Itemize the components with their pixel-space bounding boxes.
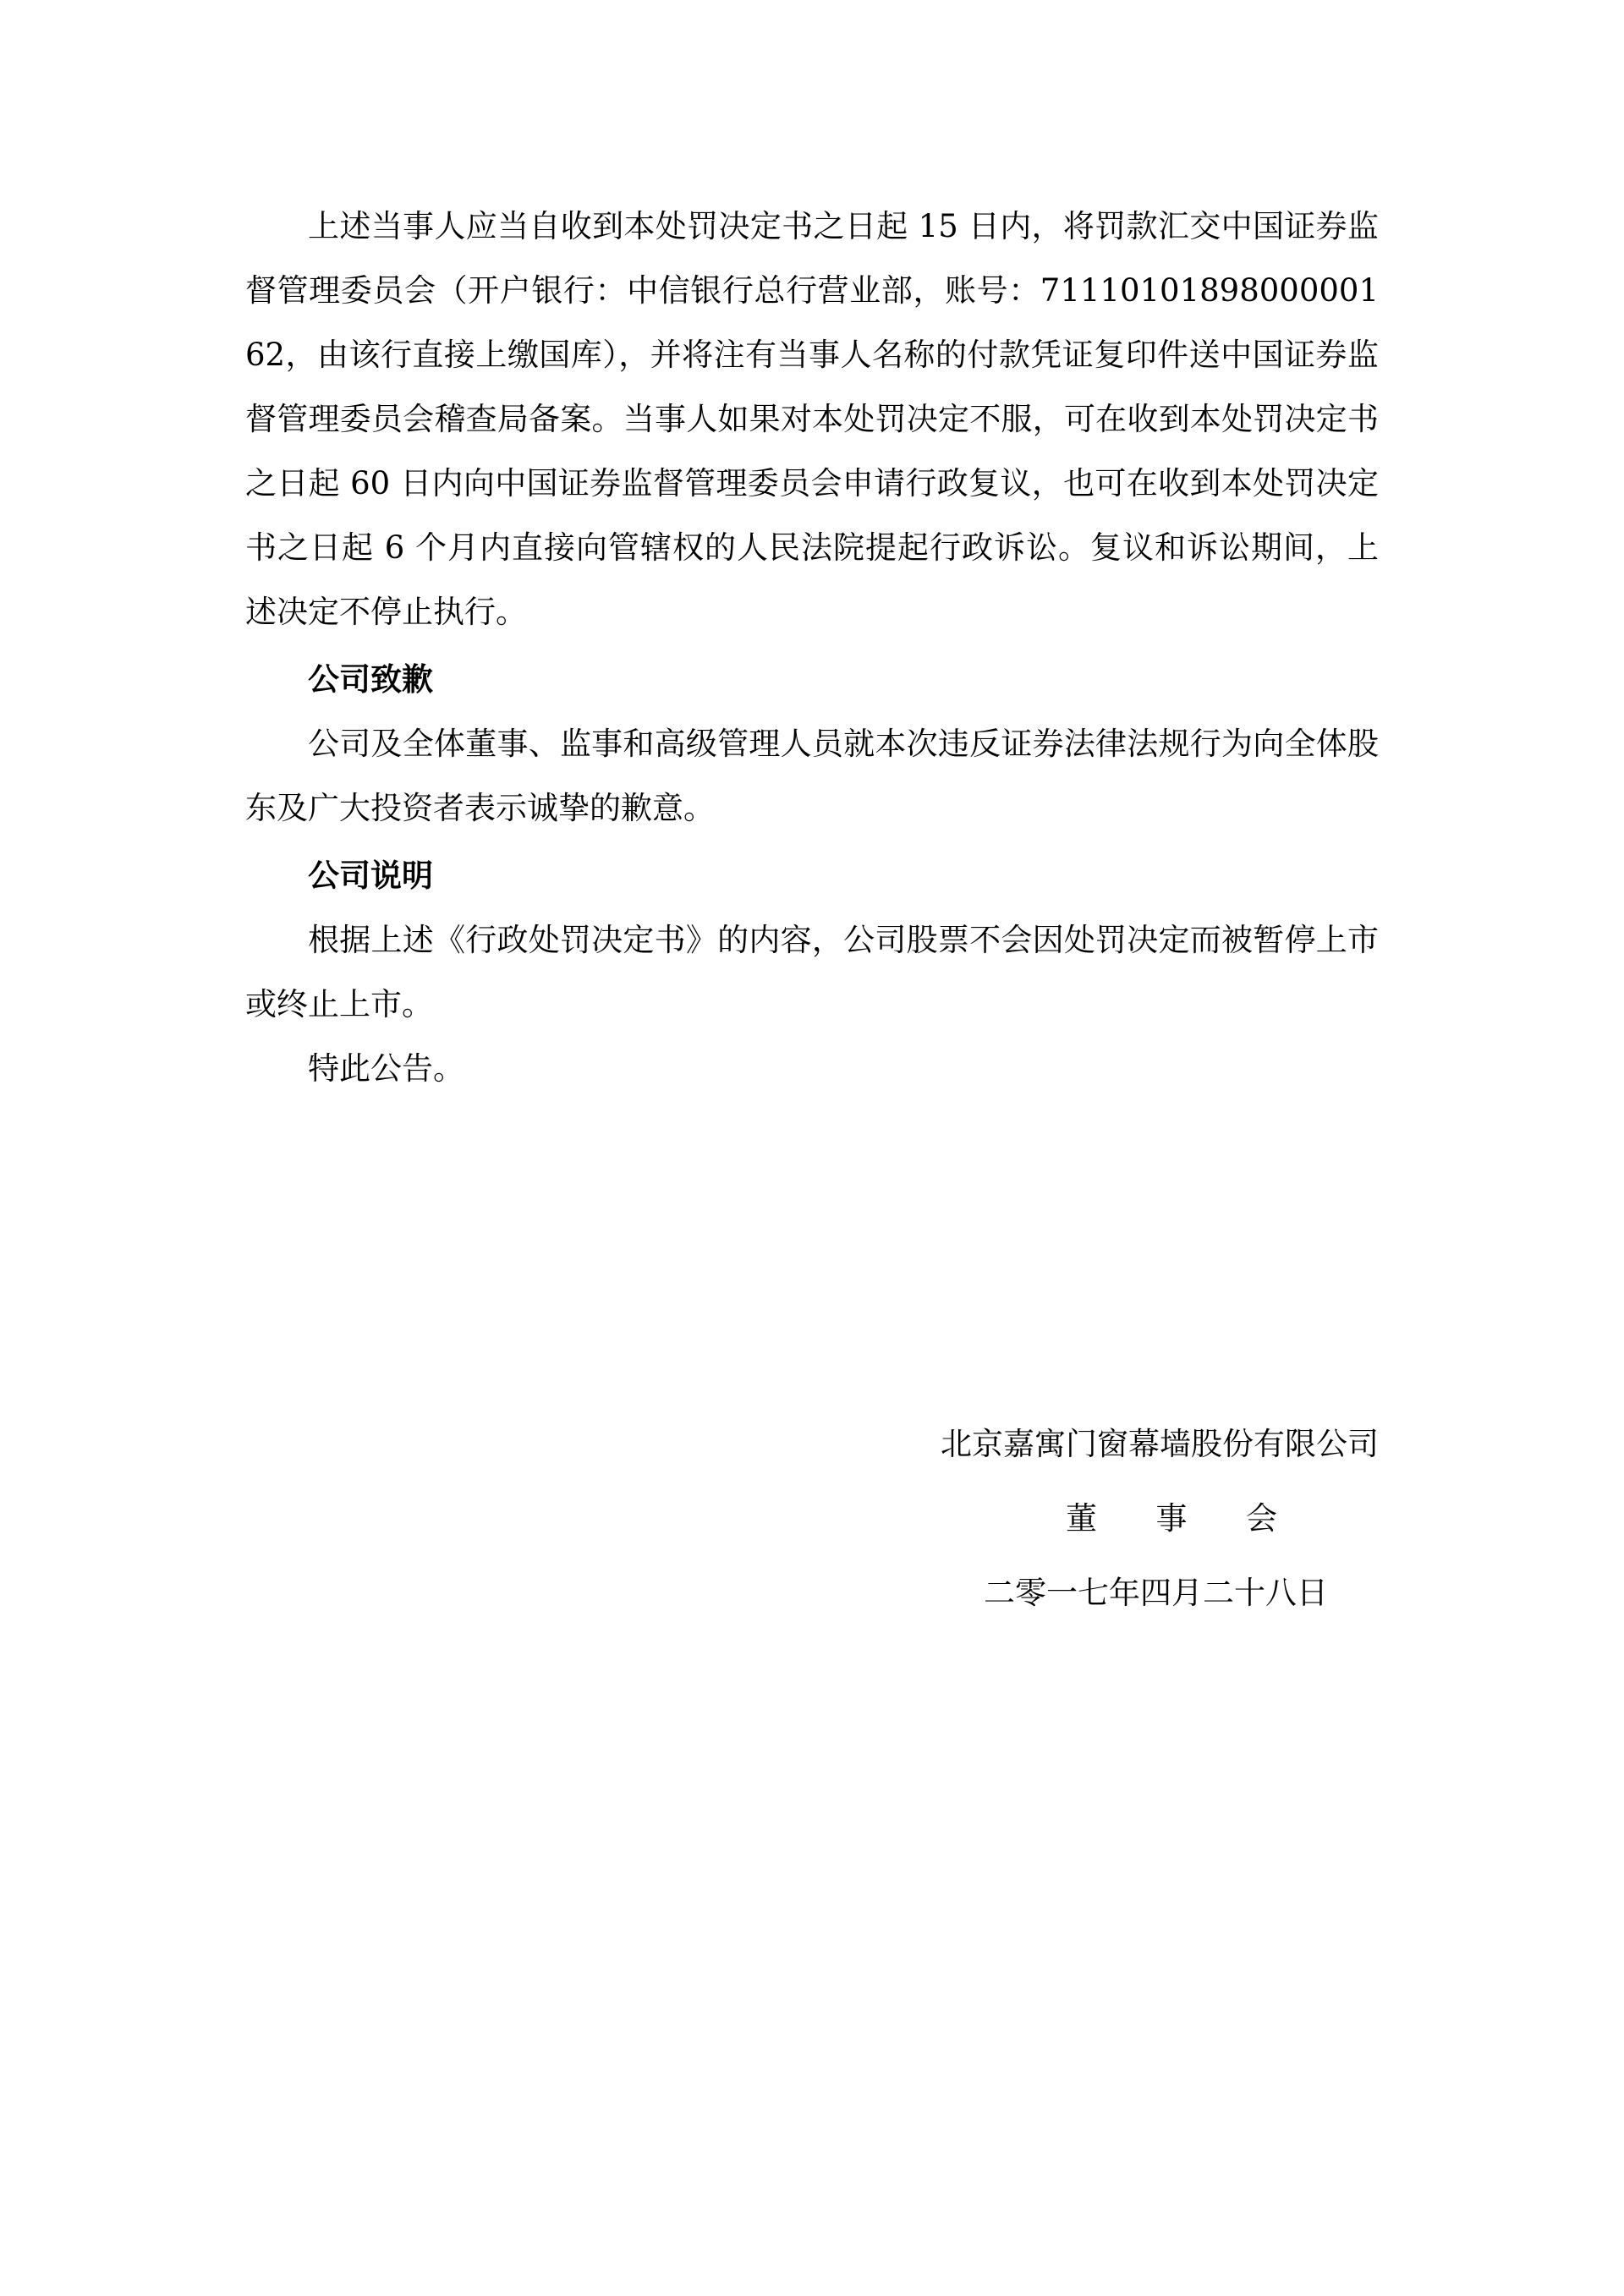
company-name: 北京嘉寓门窗幕墙股份有限公司 [941, 1426, 1379, 1462]
board-char-1: 董 [1066, 1500, 1097, 1537]
explanation-paragraph: 根据上述《行政处罚决定书》的内容，公司股票不会因处罚决定而被暂停上市或终止上市。 [245, 922, 1379, 1022]
board-of-directors [1066, 1482, 1277, 1556]
penalty-payment-paragraph: 上述当事人应当自收到本处罚决定书之日起 15 日内，将罚款汇交中国证券监督管理委员会（开户银行：中信银行总行营业部，账号：7111010189800000162，由该行直接上缴国库），并将注有当事人名称的付款凭证复印件送中国证券监督管理委员会稽查局备案。当事人如果对本处罚决定不服，可在收到本处罚决定书之日起 60 日内向中国证券监督管理委员会申请行政复议，也可在收到本处罚决定书之日起 6 个月内直接向管辖权的人民法院提起行政诉讼。复议和诉讼期间，上述决定不停止执行。 [245, 208, 1379, 630]
announcement-date: 二零一七年四月二十八日 [984, 1575, 1328, 1611]
closing-statement: 特此公告。 [308, 1050, 464, 1087]
document-body [245, 195, 1379, 1101]
apology-paragraph: 公司及全体董事、监事和高级管理人员就本次违反证券法律法规行为向全体股东及广大投资者表示诚挚的歉意。 [245, 726, 1379, 826]
apology-heading: 公司致歉 [308, 661, 433, 698]
board-char-3: 会 [1246, 1500, 1277, 1537]
board-char-2: 事 [1155, 1500, 1188, 1537]
signature-block [905, 1407, 1379, 1630]
explanation-heading: 公司说明 [308, 858, 433, 894]
